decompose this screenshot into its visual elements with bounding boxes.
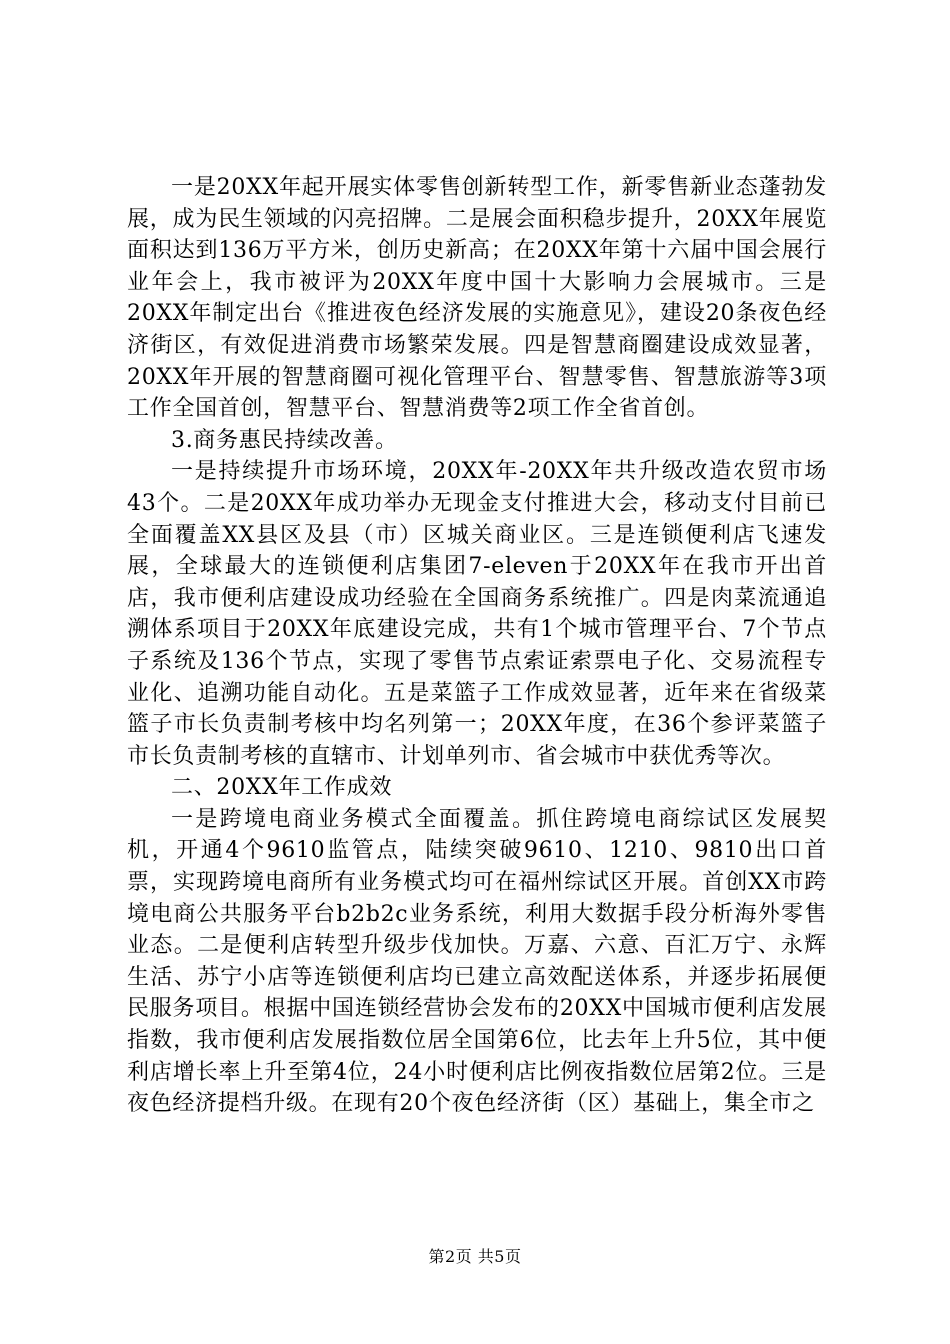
paragraph-market-environment: 一是持续提升市场环境，20XX年-20XX年共升级改造农贸市场43个。二是20XX年成功举办无现金支付推进大会，移动支付目前已全面覆盖XX县区及县（市）区城关商业区。三是连锁便利店飞速发展，全球最大的连锁便利店集团7-eleven于20XX年在我市开出首店，我市便利店建设成功经验在全国商务系统推广。四是肉菜流通追溯体系项目于20XX年底建设完成，共有1个城市管理平台、7个节点子系统及136个节点，实现了零售节点索证索票电子化、交易流程专业化、追溯功能自动化。五是菜篮子工作成效显著，近年来在省级菜篮子市长负责制考核中均名列第一；20XX年度，在36个参评菜篮子市长负责制考核的直辖市、计划单列市、省会城市中获优秀等次。 [127,459,827,769]
paragraph-retail-innovation: 一是20XX年起开展实体零售创新转型工作，新零售新业态蓬勃发展，成为民生领域的闪亮招牌。二是展会面积稳步提升，20XX年展览面积达到136万平方米，创历史新高；在20XX年第十六届中国会展行业年会上，我市被评为20XX年度中国十大影响力会展城市。三是20XX年制定出台《推进夜色经济发展的实施意见》，建设20条夜色经济街区，有效促进消费市场繁荣发展。四是智慧商圈建设成效显著，20XX年开展的智慧商圈可视化管理平台、智慧零售、智慧旅游等3项工作全国首创，智慧平台、智慧消费等2项工作全省首创。 [127,175,827,422]
page-number-footer: 第2页 共5页 [428,1247,522,1266]
section-heading-commerce-benefits: 3.商务惠民持续改善。 [171,427,398,453]
paragraph-cross-border-ecommerce: 一是跨境电商业务模式全面覆盖。抓住跨境电商综试区发展契机，开通4个9610监管点，陆续突破9610、1210、9810出口首票，实现跨境电商所有业务模式均可在福州综试区开展。首创XX市跨境电商公共服务平台b2b2c业务系统，利用大数据手段分析海外零售业态。二是便利店转型升级步伐加快。万嘉、六意、百汇万宁、永辉生活、苏宁小店等连锁便利店均已建立高效配送体系，并逐步拓展便民服务项目。根据中国连锁经营协会发布的20XX中国城市便利店发展指数，我市便利店发展指数位居全国第6位，比去年上升5位，其中便利店增长率上升至第4位，24小时便利店比例夜指数位居第2位。三是夜色经济提档升级。在现有20个夜色经济街（区）基础上，集全市之 [127,806,827,1117]
section-heading-work-results: 二、20XX年工作成效 [171,775,393,801]
document-body [127,172,827,1120]
